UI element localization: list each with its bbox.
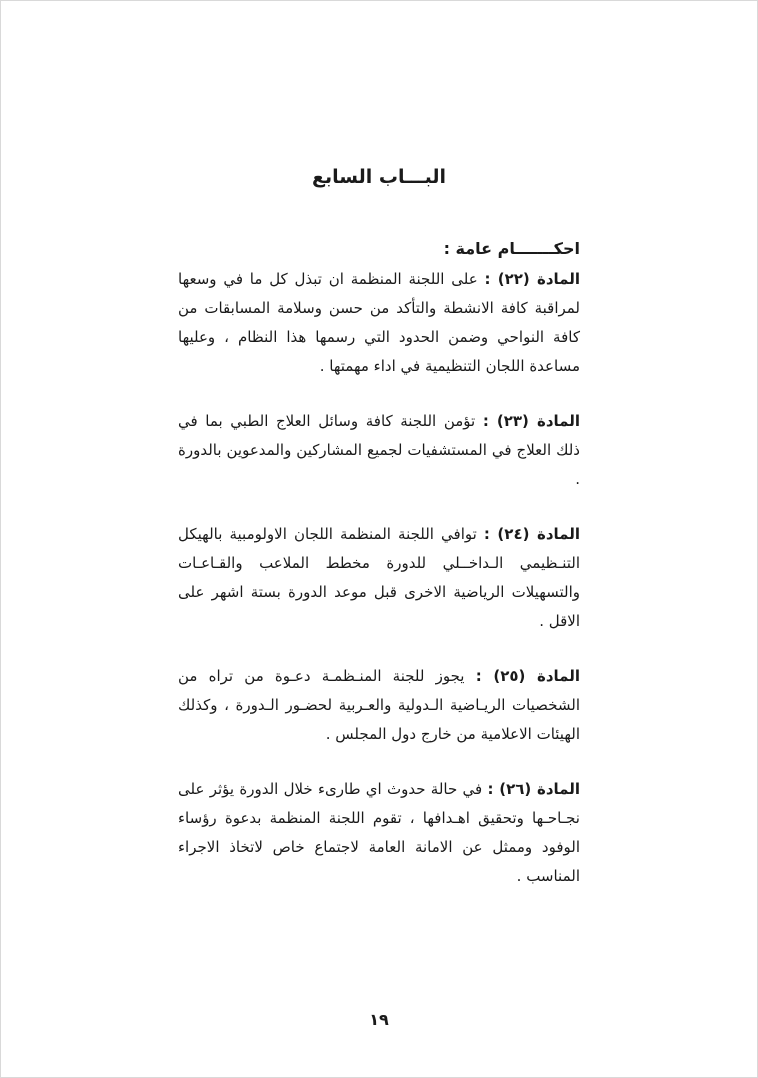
article-26-label: المادة (٢٦) : xyxy=(487,780,580,798)
article-24-body: توافي اللجنة المنظمة اللجان الاولومبية بالهيكل التنـظيمي الـداخــلي للدورة مخطط الملاعب والقـاعـات والتسهيلات الرياضية الاخرى قبل موعد الدورة بستة اشهر على الاقل . xyxy=(178,525,580,630)
article-23 xyxy=(178,407,580,494)
article-25-label: المادة (٢٥) : xyxy=(475,667,581,685)
article-23-label: المادة (٢٣) : xyxy=(482,412,580,430)
text-column xyxy=(178,1,580,891)
article-22-label: المادة (٢٢) : xyxy=(484,270,580,288)
article-25 xyxy=(178,662,580,749)
chapter-title: البـــاب السابع xyxy=(312,166,446,188)
article-22 xyxy=(178,265,580,381)
article-22-body: على اللجنة المنظمة ان تبذل كل ما في وسعها لمراقبة كافة الانشطة والتأكد من حسن وسلامة المسابقات من كافة النواحي وضمن الحدود التي رسمها هذا النظام ، وعليها مساعدة اللجان التنظيمية في اداء مهمتها . xyxy=(178,270,580,375)
article-24-label: المادة (٢٤) : xyxy=(483,525,581,543)
article-26-body: في حالة حدوث اي طارىء خلال الدورة يؤثر على نجـاحـها وتحقيق اهـدافها ، تقوم اللجنة المنظمة بدعوة رؤساء الوفود وممثل عن الامانة العامة لاجتماع خاص لاتخاذ الاجراء المناسب . xyxy=(178,780,580,885)
article-25-body: يجوز للجنة المنـظمـة دعـوة من تراه من الشخصيات الريـاضية الـدولية والعـربية لحضـور الـدورة ، وكذلك الهيئات الاعلامية من خارج دول المجلس . xyxy=(178,667,580,743)
article-23-body: تؤمن اللجنة كافة وسائل العلاج الطبي بما في ذلك العلاج في المستشفيات لجميع المشاركين والمدعوين بالدورة . xyxy=(178,412,580,488)
section-heading: احكـــــــام عامة : xyxy=(443,239,580,258)
article-26 xyxy=(178,775,580,891)
article-24 xyxy=(178,520,580,636)
page-number: ١٩ xyxy=(369,1010,389,1029)
